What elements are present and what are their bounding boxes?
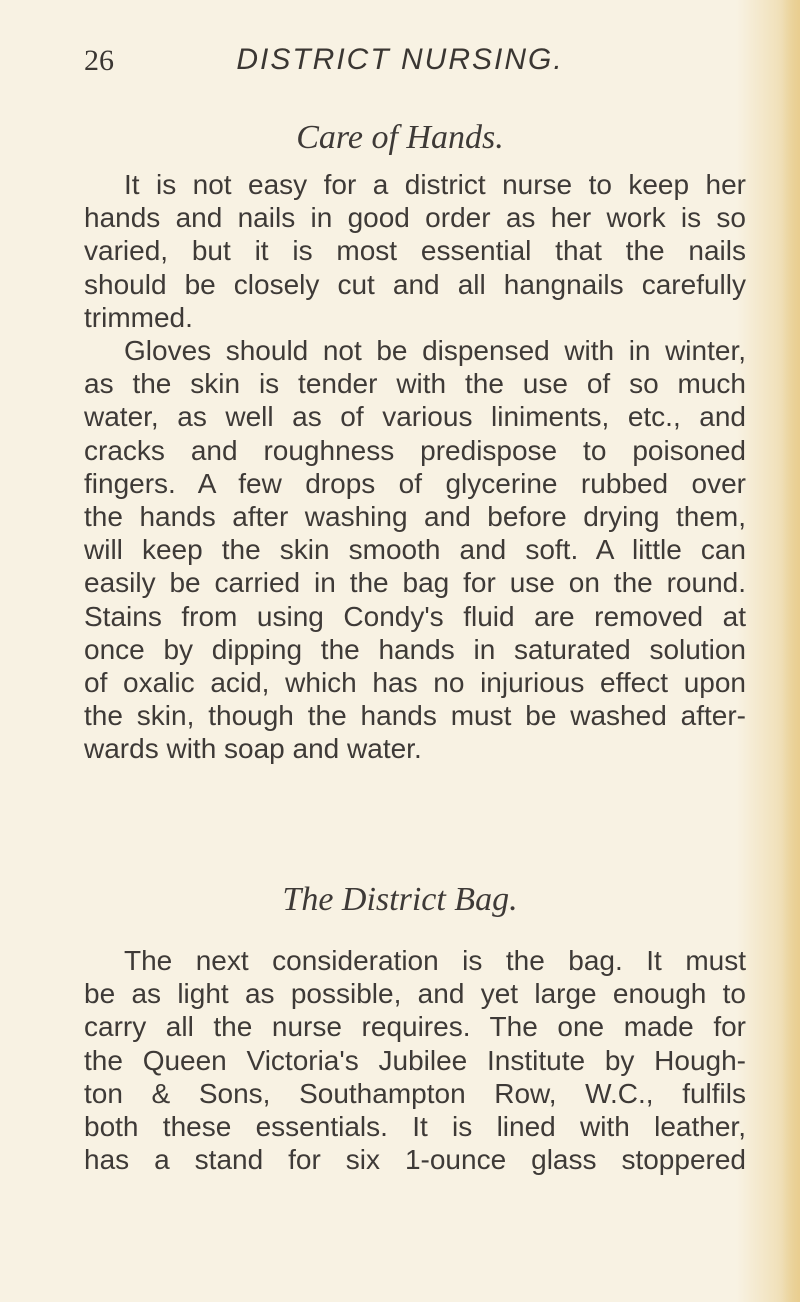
text-line: The next consideration is the bag. It must <box>124 945 746 976</box>
text-line: the skin, though the hands must be washed after- <box>84 700 746 732</box>
section-title-district-bag: The District Bag. <box>282 881 518 918</box>
running-title: DISTRICT NURSING. <box>236 43 564 76</box>
text-line: hands and nails in good order as her work is so <box>84 202 746 234</box>
text-line: as the skin is tender with the use of so much <box>84 368 746 400</box>
text-line: be as light as possible, and yet large enough to <box>84 978 746 1010</box>
text-line: Stains from using Condy's fluid are removed at <box>84 600 746 632</box>
text-line: ton & Sons, Southampton Row, W.C., fulfils <box>84 1077 746 1109</box>
page-number: 26 <box>84 44 114 77</box>
text-line: trimmed. <box>84 301 193 333</box>
text-line: Gloves should not be dispensed with in winter, <box>124 335 746 366</box>
text-line: water, as well as of various liniments, etc., and <box>84 401 746 433</box>
text-line: both these essentials. It is lined with leather, <box>84 1111 746 1143</box>
text-line: of oxalic acid, which has no injurious effect upon <box>84 667 746 699</box>
text-line: should be closely cut and all hangnails carefully <box>84 268 746 300</box>
text-line: It is not easy for a district nurse to keep her <box>124 169 746 200</box>
text-line: the hands after washing and before drying them, <box>84 501 746 533</box>
section-title-care-of-hands: Care of Hands. <box>296 119 504 156</box>
text-line: cracks and roughness predispose to poisoned <box>84 434 746 466</box>
page-edge <box>782 0 800 1302</box>
text-line: varied, but it is most essential that the nails <box>84 235 746 267</box>
text-line: carry all the nurse requires. The one made for <box>84 1011 746 1043</box>
paragraph-care-of-hands-1 <box>84 168 746 334</box>
text-line: once by dipping the hands in saturated solution <box>84 633 746 665</box>
text-line: easily be carried in the bag for use on the round. <box>84 567 746 599</box>
text-line: the Queen Victoria's Jubilee Institute by Hough- <box>84 1044 746 1076</box>
paragraph-care-of-hands-2 <box>84 334 746 766</box>
text-line: has a stand for six 1-ounce glass stoppered <box>84 1144 746 1176</box>
text-line: wards with soap and water. <box>84 733 422 765</box>
paragraph-district-bag-1 <box>84 944 746 1176</box>
text-line: fingers. A few drops of glycerine rubbed over <box>84 467 746 499</box>
text-line: will keep the skin smooth and soft. A little can <box>84 534 746 566</box>
